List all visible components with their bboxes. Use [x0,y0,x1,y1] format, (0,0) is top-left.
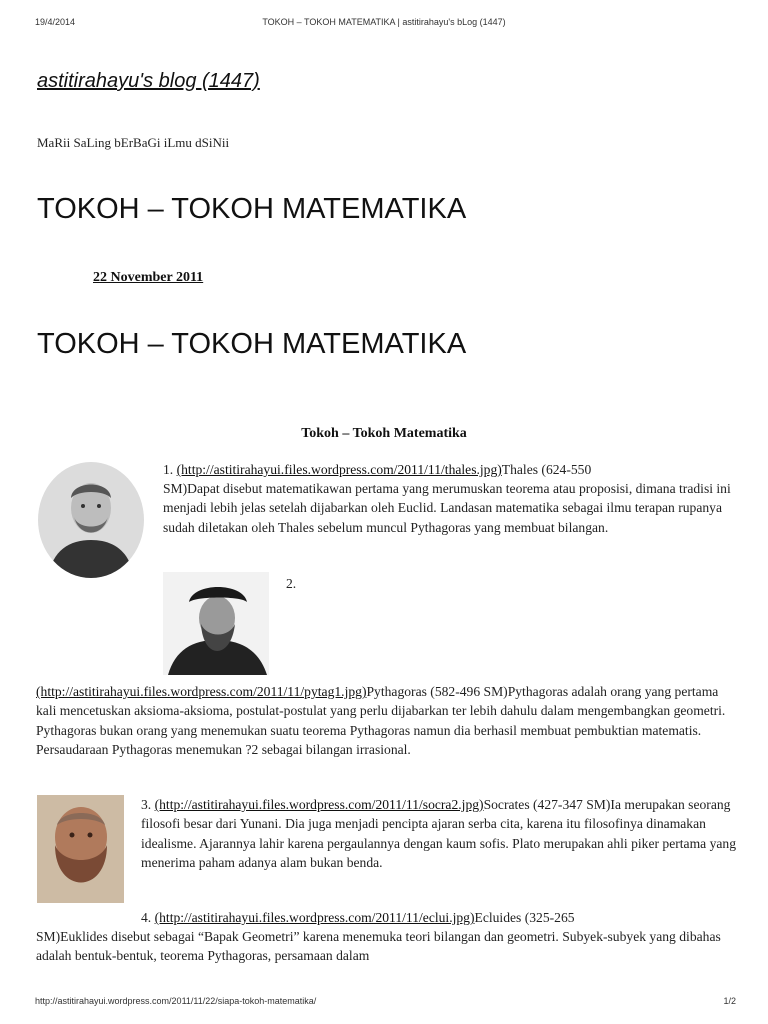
content-title: TOKOH – TOKOH MATEMATIKA [37,328,467,360]
print-header-title: TOKOH – TOKOH MATEMATIKA | astitirahayu's bLog (1447) [262,17,506,27]
entry-3-number: 3. [141,797,152,812]
entry-2-image-link[interactable]: (http://astitirahayui.files.wordpress.com/2011/11/pytag1.jpg) [36,684,367,699]
thales-portrait-icon [38,462,144,578]
entry-4-first-line [141,908,741,927]
pythagoras-portrait-image[interactable] [163,572,269,675]
socrates-portrait-icon [37,795,124,903]
content-subheading: Tokoh – Tokoh Matematika [301,426,467,441]
entry-4-text: SM)Euklides disebut sebagai “Bapak Geometri” karena menemuka teori bilangan dan geometri. Subyek-subyek yang dibahas adalah bentuk-bentuk, teorema Pythagoras, persamaan dalam [36,929,721,964]
entry-1-image-link[interactable]: (http://astitirahayui.files.wordpress.com/2011/11/thales.jpg) [176,462,502,477]
entry-2-text-block [36,682,736,759]
entry-2-text: Pythagoras (582-496 SM)Pythagoras adalah orang yang pertama kali mencetuskan aksioma-aksioma, postulat-postulat yang perlu dijabarkan ter lebih dahulu dalam mengembangkan geometri. Pythagoras bukan orang yang menemukan suatu teorema Pythagoras namun dia berhasil membuat pembuktian matematis. Persaudaraan Pythagoras menemukan ?2 sebagai bilangan irrasional. [36,684,726,757]
entry-3-image-link[interactable]: (http://astitirahayui.files.wordpress.com/2011/11/socra2.jpg) [154,797,484,812]
print-page-number: 1/2 [723,996,736,1006]
blog-title-link[interactable]: astitirahayu's blog (1447) [37,70,260,92]
entry-1-number: 1. [163,462,174,477]
entry-1-first-line [163,460,743,479]
entry-3-text-block [141,795,741,872]
blog-tagline: MaRii SaLing bErBaGi iLmu dSiNii [37,135,230,150]
thales-portrait-image[interactable] [38,462,144,578]
entry-3-text: Socrates (427-347 SM)Ia merupakan seorang filosofi besar dari Yunani. Dia juga menjadi pencipta ajaran serba cita, karena itu filosofinya dinamakan idealisme. Ajarannya lahir karena pergaulannya dengan kaum sofis. Plato merupakan ahli piker pertama yang menerima paham adanya alam bukan benda. [141,797,737,870]
print-footer-url: http://astitirahayui.wordpress.com/2011/11/22/siapa-tokoh-matematika/ [35,996,317,1006]
entry-1-heading-text: Thales (624-550 [501,462,592,477]
entry-1-text: SM)Dapat disebut matematikawan pertama yang merumuskan teorema atau proposisi, dimana tradisi ini menjadi lebih jelas setelah dijabarkan oleh Euclid. Landasan matematika sebagai ilmu terapan rupanya sudah diletakan oleh Thales sebelum muncul Pythagoras yang membuat bilangan. [163,481,731,535]
post-title: TOKOH – TOKOH MATEMATIKA [37,193,467,225]
entry-4-image-link[interactable]: (http://astitirahayui.files.wordpress.com/2011/11/eclui.jpg) [154,910,475,925]
print-date: 19/4/2014 [35,17,76,27]
entry-2-number: 2. [286,576,297,591]
pythagoras-portrait-icon [163,572,269,675]
entry-4-heading-text: Ecluides (325-265 [474,910,575,925]
socrates-portrait-image[interactable] [37,795,124,903]
entry-4-number: 4. [141,910,152,925]
post-date-link[interactable]: 22 November 2011 [93,270,204,285]
